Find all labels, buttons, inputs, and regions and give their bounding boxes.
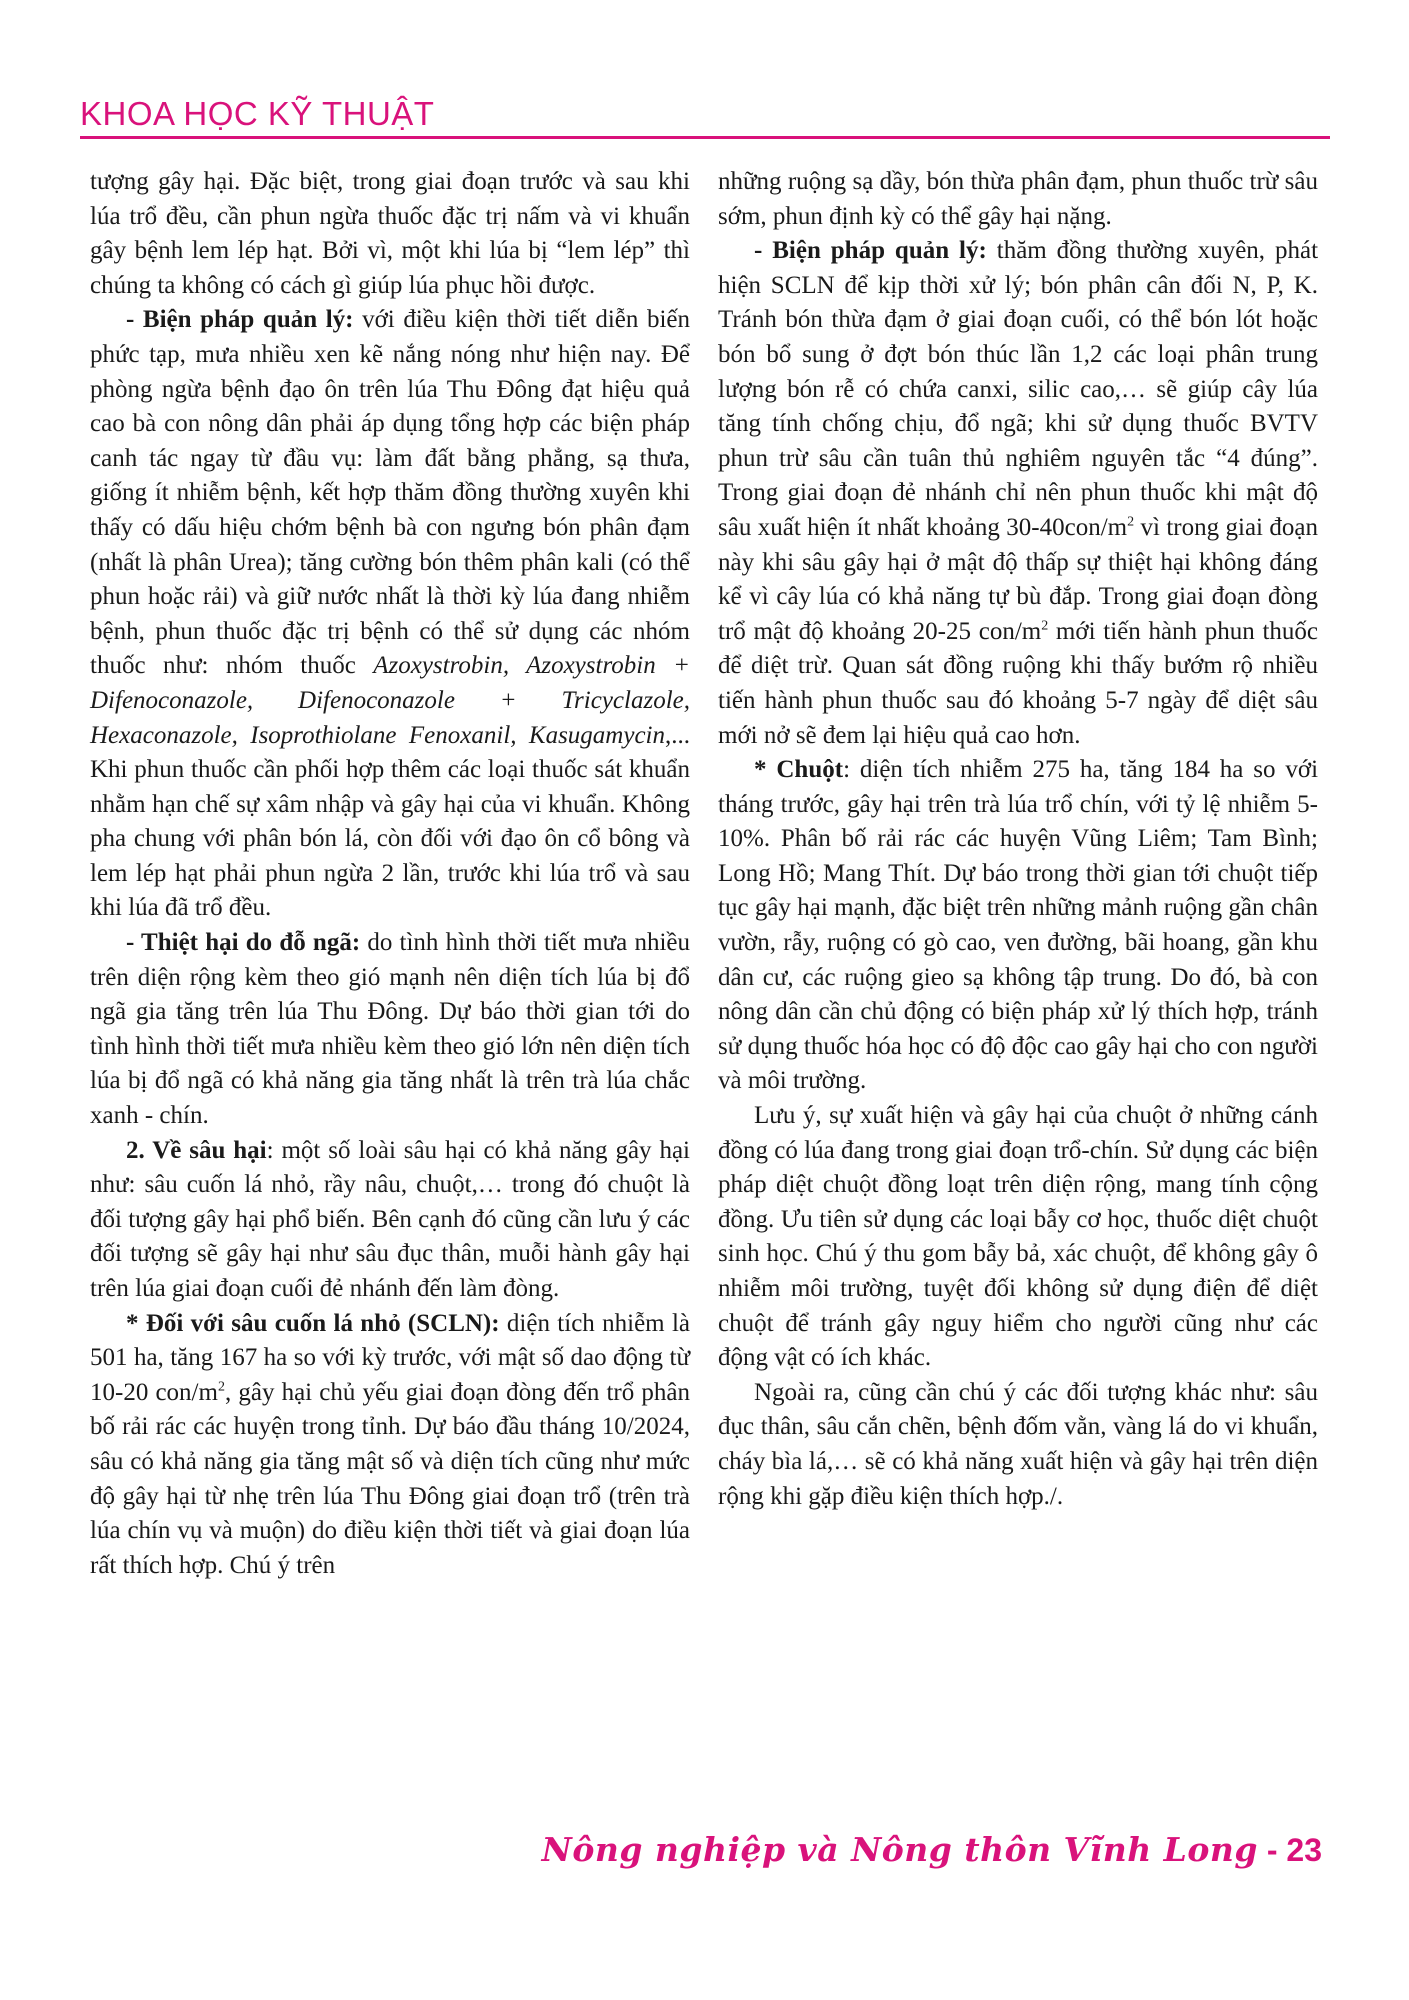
paragraph: tượng gây hại. Đặc biệt, trong giai đoạn trước và sau khi lúa trổ đều, cần phun ngừa thuốc đặc trị nấm và vi khuẩn gây bệnh lem lép hạt. Bởi vì, một khi lúa bị “lem lép” thì chúng ta không có cách gì giúp lúa phục hồi được. [90, 168, 690, 299]
paragraph: Lưu ý, sự xuất hiện và gây hại của chuột ở những cánh đồng có lúa đang trong giai đoạn trổ-chín. Sử dụng các biện pháp diệt chuột đồng loạt trên diện rộng, mang tính cộng đồng. Ưu tiên sử dụng các loại bẫy cơ học, thuốc diệt chuột sinh học. Chú ý thu gom bẫy bả, xác chuột, để không gây ô nhiễm môi trường, tuyệt đối không sử dụng điện để diệt chuột để tránh gây nguy hiểm cho người cũng như các động vật có ích khác. [718, 1102, 1318, 1372]
paragraph: 2. Về sâu hại: một số loài sâu hại có khả năng gây hại như: sâu cuốn lá nhỏ, rầy nâu, chuột,… trong đó chuột là đối tượng gây hại phổ biến. Bên cạnh đó cũng cần lưu ý các đối tượng sẽ gây hại như sâu đục thân, muỗi hành gây hại trên lúa giai đoạn cuối đẻ nhánh đến làm đòng. [90, 1136, 690, 1302]
paragraph-label: * Chuột [754, 756, 844, 784]
paragraph: - Thiệt hại do đỗ ngã: do tình hình thời tiết mưa nhiều trên diện rộng kèm theo gió mạnh nên diện tích lúa bị đổ ngã gia tăng trên lúa Thu Đông. Dự báo thời gian tới do tình hình thời tiết mưa nhiều kèm theo gió lớn nên diện tích lúa bị đổ ngã có khả năng gia tăng nhất là trên trà lúa chắc xanh - chín. [90, 929, 690, 1130]
paragraph: Ngoài ra, cũng cần chú ý các đối tượng khác như: sâu đục thân, sâu cắn chẽn, bệnh đốm vằn, vàng lá do vi khuẩn, cháy bìa lá,… sẽ có khả năng xuất hiện và gây hại trên diện rộng khi gặp điều kiện thích hợp./. [718, 1378, 1318, 1510]
left-column [90, 165, 690, 1583]
page-number: 23 [1286, 1832, 1322, 1868]
paragraph: những ruộng sạ dầy, bón thừa phân đạm, phun thuốc trừ sâu sớm, phun định kỳ có thể gây hại nặng. [718, 168, 1318, 230]
paragraph-label: - Biện pháp quản lý: [126, 306, 354, 334]
chemical-names: Azoxystrobin, Azoxystrobin + Difenoconazole, Difenoconazole + Tricyclazole, Hexaconazole, Isoprothiolane Fenoxanil, Kasugamycin [90, 652, 690, 749]
footer-separator: - [1257, 1832, 1287, 1868]
paragraph-label: * Đối với sâu cuốn lá nhỏ (SCLN): [126, 1309, 500, 1337]
paragraph-label: - Thiệt hại do đỗ ngã: [126, 929, 361, 957]
right-column [718, 165, 1318, 1514]
header-rule [80, 136, 1330, 139]
paragraph-label: 2. Về sâu hại [126, 1136, 267, 1164]
magazine-name: Nông nghiệp và Nông thôn Vĩnh Long [541, 1830, 1258, 1869]
paragraph: - Biện pháp quản lý: với điều kiện thời tiết diễn biến phức tạp, mưa nhiều xen kẽ nắng nóng như hiện nay. Để phòng ngừa bệnh đạo ôn trên lúa Thu Đông đạt hiệu quả cao bà con nông dân phải áp dụng tổng hợp các biện pháp canh tác ngay từ đầu vụ: làm đất bằng phẳng, sạ thưa, giống ít nhiễm bệnh, kết hợp thăm đồng thường xuyên khi thấy có dấu hiệu chớm bệnh bà con ngưng bón phân đạm (nhất là phân Urea); tăng cường bón thêm phân kali (có thể phun hoặc rải) và giữ nước nhất là thời kỳ lúa đang nhiễm bệnh, phun thuốc đặc trị bệnh có thể sử dụng các nhóm thuốc như: nhóm thuốc Azoxystrobin, Azoxystrobin + Difenoconazole, Difenoconazole + Tricyclazole, Hexaconazole, Isoprothiolane Fenoxanil, Kasugamycin,... Khi phun thuốc cần phối hợp thêm các loại thuốc sát khuẩn nhằm hạn chế sự xâm nhập và gây hại của vi khuẩn. Không pha chung với phân bón lá, còn đối với đạo ôn cổ bông và lem lép hạt phải phun ngừa 2 lần, trước khi lúa trổ và sau khi lúa đã trổ đều. [90, 306, 690, 922]
page-footer [0, 1830, 1322, 1869]
page-header [80, 96, 1330, 139]
section-title: KHOA HỌC KỸ THUẬT [80, 95, 435, 132]
paragraph: - Biện pháp quản lý: thăm đồng thường xuyên, phát hiện SCLN để kịp thời xử lý; bón phân cân đối N, P, K. Tránh bón thừa đạm ở giai đoạn cuối, có thể bón lót hoặc bón bổ sung ở đợt bón thúc lần 1,2 các loại phân trung lượng bón rễ có chứa canxi, silic cao,… sẽ giúp cây lúa tăng tính chống chịu, đổ ngã; khi sử dụng thuốc BVTV phun trừ sâu cần tuân thủ nghiêm nguyên tắc “4 đúng”. Trong giai đoạn đẻ nhánh chỉ nên phun thuốc khi mật độ sâu xuất hiện ít nhất khoảng $30-40con/m^2$ vì trong giai đoạn này khi sâu gây hại ở mật độ thấp sự thiệt hại không đáng kể vì cây lúa có khả năng tự bù đắp. Trong giai đoạn đòng trổ mật độ khoảng 20-25 con/$m^2$ mới tiến hành phun thuốc để diệt trừ. Quan sát đồng ruộng khi thấy bướm rộ nhiều tiến hành phun thuốc sau đó khoảng 5-7 ngày để diệt sâu mới nở sẽ đem lại hiệu quả cao hơn. [718, 237, 1319, 749]
paragraph: * Chuột: diện tích nhiễm 275 ha, tăng 184 ha so với tháng trước, gây hại trên trà lúa trổ chín, với tỷ lệ nhiễm 5-10%. Phân bố rải rác các huyện Vũng Liêm; Tam Bình; Long Hồ; Mang Thít. Dự báo trong thời gian tới chuột tiếp tục gây hại mạnh, đặc biệt trên những mảnh ruộng gần chân vườn, rẫy, ruộng có gò cao, ven đường, bãi hoang, gần khu dân cư, các ruộng gieo sạ không tập trung. Do đó, bà con nông dân cần chủ động có biện pháp xử lý thích hợp, tránh sử dụng thuốc hóa học có độ độc cao gây hại cho con người và môi trường. [718, 756, 1319, 1095]
paragraph-label: - Biện pháp quản lý: [754, 237, 987, 265]
paragraph: * Đối với sâu cuốn lá nhỏ (SCLN): diện tích nhiễm là 501 ha, tăng 167 ha so với kỳ trước, với mật số dao động từ 10-20 con/$m^2$, gây hại chủ yếu giai đoạn đòng đến trổ phân bố rải rác các huyện trong tỉnh. Dự báo đầu tháng 10/2024, sâu có khả năng gia tăng mật số và diện tích cũng như mức độ gây hại từ nhẹ trên lúa Thu Đông giai đoạn trổ (trên trà lúa chín vụ và muộn) do điều kiện thời tiết và giai đoạn lúa rất thích hợp. Chú ý trên [90, 1309, 690, 1579]
